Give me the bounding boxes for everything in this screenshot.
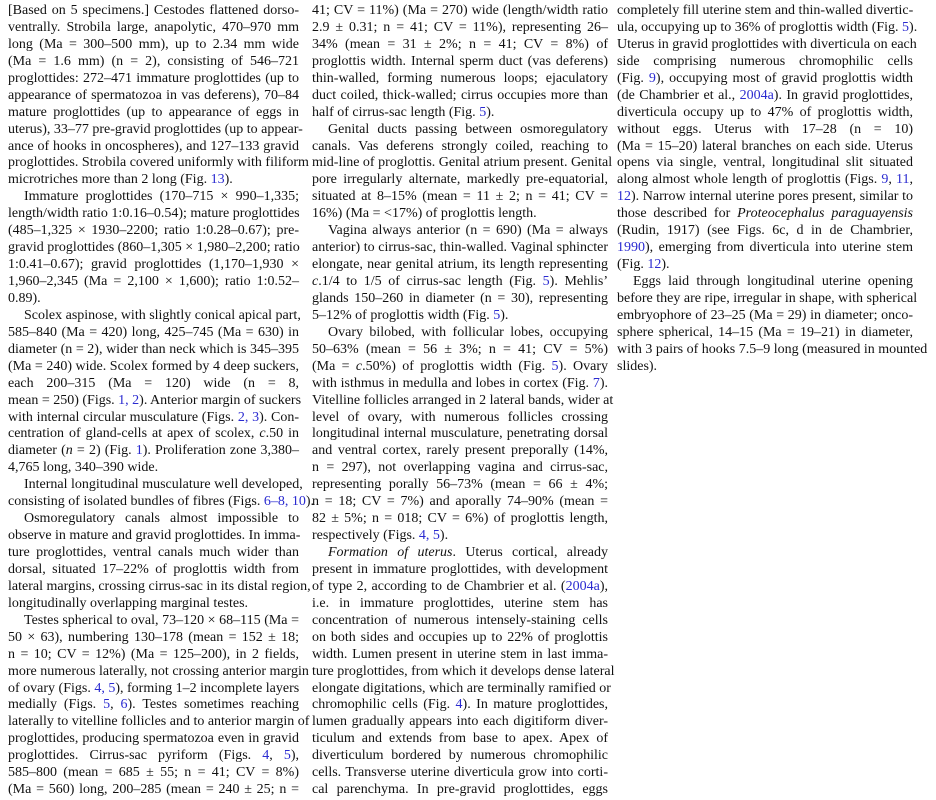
text-line [617, 71, 913, 88]
paragraph [8, 307, 302, 477]
text-line [617, 240, 913, 257]
text-line [312, 376, 608, 393]
figure-reference-link[interactable]: 1, 2 [118, 392, 140, 408]
text-line: ture proglottides, ventral canals much wider than [8, 545, 299, 560]
text-line: proglottis width. Internal sperm duct (vas deferens) [312, 53, 608, 69]
text-line: Internal longitudinal musculature well developed, [24, 477, 303, 493]
text-line: Genital ducts passing between osmoregulatory [328, 121, 608, 137]
text-line: before they are ripe, irregular in shape, with spherical [617, 290, 918, 306]
text-segment: centration of gland-cells at apex of scolex, [8, 426, 260, 442]
text-line: thin-walled, forming numerous loops; ejaculatory [312, 70, 608, 86]
text-line [617, 88, 913, 105]
text-line [312, 545, 608, 562]
text-line: (Ma = 1.6 mm) (n = 2), consisting of 546–721 [8, 53, 299, 69]
text-line: mature proglottides (up to appearance of eggs in [8, 104, 299, 120]
text-line [617, 257, 913, 274]
paragraph [8, 612, 310, 799]
text-segment: proglottides. Cirrus-sac pyriform (Figs. [8, 748, 263, 764]
text-line: longitudinally overlapping marginal testes. [8, 595, 249, 611]
figure-reference-link[interactable]: 5 [479, 104, 487, 120]
text-line [8, 410, 299, 427]
figure-reference-link[interactable]: 6–8, 10 [263, 494, 306, 510]
text-line: elongate digitations, which are terminally ramified or [312, 680, 611, 696]
text-segment: ). [486, 104, 495, 120]
figure-reference-link[interactable]: 1990 [617, 240, 645, 256]
text-line: long (Ma = 300–500 mm), up to 2.34 mm wide [8, 36, 299, 52]
text-segment: ), occupying most of gravid proglottis width [655, 70, 913, 86]
text-segment: , [269, 748, 284, 764]
text-line: proglottides. Strobila covered uniformly with filiform [8, 155, 309, 171]
text-line: canals. Vas deferens strongly coiled, reaching to [312, 138, 608, 154]
text-segment: mean = 250) (Figs. [8, 392, 119, 408]
text-segment: respectively (Figs. [312, 528, 419, 544]
text-line: (Ma = 560) long, 200–285 (mean = 240 ± 25; n = [8, 782, 299, 798]
text-line: ance of hooks in oncospheres), and 127–133 gravid [8, 138, 299, 154]
text-line: Scolex aspinose, with slightly conical apical part, [24, 307, 301, 323]
text-segment: .50 in [265, 426, 299, 442]
figure-reference-link[interactable]: 12 [647, 257, 662, 273]
text-segment: (de Chambrier et al., [617, 87, 740, 103]
paragraph [8, 511, 311, 613]
text-line: concentration of numerous intensely-staining cells [312, 612, 608, 628]
text-line: dorsal, situated 17–22% of proglottis width from [8, 561, 299, 577]
text-line: gravid proglottides (860–1,305 × 1,980–2,200; ratio [8, 240, 300, 256]
text-segment: of ovary (Figs. [8, 680, 95, 696]
italic-text: Proteocephalus paraguayensis [737, 206, 913, 222]
text-line: with 3 pairs of hooks 7.5–9 long (measured in mounted [617, 341, 928, 357]
text-line: more numerous laterally, not crossing anterior margin [8, 663, 309, 679]
text-line [312, 274, 608, 291]
text-line: Vagina always anterior (n = 690) (Ma = always [328, 223, 608, 239]
text-line: 1,960–2,345 (Ma = 2,100 × 1,600); ratio 1:0.52– [8, 274, 299, 289]
text-line: 4,765 long, 340–390 wide. [8, 460, 159, 476]
text-line: Uterus in gravid proglottides with diverticula on each [617, 36, 917, 52]
text-line: on both sides and occupies up to 22% of proglottis [312, 629, 608, 645]
text-segment: ), [290, 748, 299, 764]
text-line: 585–840 (Ma = 420) long, 425–745 (Ma = 630) in [8, 324, 299, 340]
text-line: Osmoregulatory canals almost impossible to [24, 511, 299, 527]
text-line: longitudinal internal musculature, penetrating dorsal [312, 426, 608, 442]
text-line: 1:0.41–0.67); gravid proglottides (1,170–1,930 × [8, 257, 299, 273]
text-line: [Based on 5 specimens.] Cestodes flattened dorso- [8, 3, 299, 18]
text-line [312, 697, 608, 714]
text-line: width. Lumen present in uterine stem in last imma- [312, 646, 608, 662]
text-segment: (Fig. [617, 70, 649, 86]
figure-reference-link[interactable]: 5 [283, 748, 291, 764]
text-line: Ovary bilobed, with follicular lobes, occupying [328, 324, 608, 340]
text-segment: ). [500, 307, 509, 323]
text-line: completely fill uterine stem and thin-walled divertic- [617, 3, 914, 18]
text-line: 0.89). [8, 290, 41, 306]
text-line: present in immature proglottides, with development [312, 561, 608, 577]
figure-reference-link[interactable]: 2004a [739, 87, 774, 103]
text-line: representing porally 56–73% (mean = 66 ± 4%; [312, 477, 608, 493]
italic-text: c [259, 426, 266, 442]
text-segment: ). [909, 19, 918, 35]
text-segment: ). [305, 494, 315, 510]
text-line [8, 172, 299, 189]
text-segment: .1/4 to 1/5 of cirrus-sac length (Fig. [318, 274, 543, 289]
text-segment: ). Mehlis’ [549, 274, 608, 289]
text-segment: ). [439, 528, 449, 544]
text-segment: those described for [617, 206, 738, 222]
text-segment: medially (Figs. [8, 697, 104, 713]
text-line [8, 681, 299, 698]
text-segment: ). In mature proglottides, [462, 697, 608, 713]
text-segment: ). Anterior margin of suckers [139, 392, 302, 408]
figure-reference-link[interactable]: 6 [120, 697, 128, 713]
text-segment: ). Narrow internal uterine pores present, similar to [631, 189, 913, 205]
text-line: Testes spherical to oval, 73–120 × 68–115 (Ma = [24, 612, 299, 628]
text-line: n = 10; CV = 12%) (Ma = 125–200), in 2 fields, [8, 646, 299, 662]
figure-reference-link[interactable]: 5 [103, 697, 111, 713]
figure-reference-link[interactable]: 5 [902, 19, 910, 35]
text-line: laterally to vitelline follicles and to anterior margin of [8, 714, 310, 730]
figure-reference-link[interactable]: 9 [648, 70, 656, 86]
text-line: Eggs laid through longitudinal uterine opening [633, 274, 913, 289]
text-line: glands 150–260 in diameter (n = 30), representing [312, 290, 608, 306]
text-segment: ula, occupying up to 36% of proglottis width (Fig. [617, 19, 903, 35]
text-line [8, 392, 302, 410]
figure-reference-link[interactable]: 5 [551, 358, 559, 374]
text-line: lumen gradually appears into each digitiform diver- [312, 714, 608, 730]
text-line: observe in mature and gravid proglottides. In imma- [8, 528, 301, 544]
figure-reference-link[interactable]: 4, 5 [418, 528, 440, 544]
text-line: ture proglottides, from which it develops dense lateral [312, 663, 615, 679]
text-line: Immature proglottides (170–715 × 990–1,335; [24, 189, 299, 205]
text-segment: , [110, 697, 121, 713]
text-line: n = 297), not overlapping vagina and cirrus-sac, [312, 460, 608, 476]
text-column-left [8, 3, 315, 799]
text-segment: ). [599, 375, 608, 391]
text-segment: microtriches more than 2 long (Fig. [8, 172, 211, 188]
text-segment: ), [599, 578, 608, 594]
figure-reference-link[interactable]: 9 [881, 172, 889, 188]
text-line: situated at 8–15% (mean = 11 ± 2; n = 41; CV = [312, 189, 608, 205]
text-line [617, 19, 918, 37]
text-line: pore irregularly alternate, markedly pre-equatorial, [312, 172, 608, 188]
paragraph [8, 3, 309, 189]
text-line [617, 172, 913, 189]
text-column-right [617, 3, 928, 376]
text-line [617, 206, 913, 223]
text-line: 82 ± 5%; n = 018; CV = 6%) of proglottis length, [312, 511, 608, 527]
text-line: elongate, near genital atrium, its length representing [312, 257, 608, 273]
text-line: 585–800 (mean = 685 ± 55; n = 41; CV = 8%) [8, 765, 299, 781]
text-line: diverticula occupy up to 47% of proglottis width, [617, 104, 913, 120]
text-segment: (Ma = [312, 358, 356, 374]
text-line: diameter (n = 2), wider than neck which is 345–395 [8, 341, 299, 357]
italic-text: c [312, 274, 319, 289]
figure-reference-link[interactable]: 4 [455, 697, 463, 713]
text-line: mid-line of proglottis. Genital atrium present. Genital [312, 155, 613, 171]
text-segment: along almost whole length of proglottis (Figs. [617, 172, 882, 188]
text-segment: 5–12% of proglottis width (Fig. [312, 307, 494, 323]
figure-reference-link[interactable]: 4, 5 [94, 680, 116, 696]
figure-reference-link[interactable]: 13 [210, 172, 225, 188]
text-line [312, 359, 608, 376]
paragraph [617, 3, 918, 274]
text-line: i.e. in immature proglottides, uterine stem has [312, 595, 608, 611]
figure-reference-link[interactable]: 7 [592, 375, 600, 391]
text-segment: ). Proliferation zone 3,380– [142, 443, 299, 459]
text-line [8, 697, 299, 714]
text-line: lateral margins, crossing cirrus-sac in its distal region, [8, 578, 311, 594]
text-line: each 200–315 (Ma = 120) wide (n = 8, [8, 375, 299, 391]
text-segment: ). [661, 257, 670, 273]
text-segment: with isthmus in medulla and lobes in cortex (Fig. [312, 375, 593, 391]
text-line: (485–1,325 × 1930–2200; ratio 1:0.28–0.67); pre- [8, 223, 299, 239]
text-segment: half of cirrus-sac length (Fig. [312, 104, 480, 120]
text-line: uterus), 33–77 pre-gravid proglottides (up to appear- [8, 121, 303, 137]
text-segment: , [888, 172, 897, 188]
text-line [312, 105, 608, 122]
paragraph [8, 189, 299, 308]
text-line: sphere spherical, 14–15 (Ma = 19–21) in diameter, [617, 324, 913, 340]
text-line: proglottides, producing spermatozoa even in gravid [8, 731, 299, 747]
paragraph [312, 223, 608, 325]
italic-text: c [355, 358, 363, 374]
figure-reference-link[interactable]: 12 [617, 189, 631, 205]
text-line: 2.9 ± 0.31; n = 41; CV = 11%), representing 26– [312, 19, 608, 35]
paragraph [8, 477, 315, 511]
text-line: and ventral cortex, rarely present preporally (14%, [312, 443, 608, 459]
text-segment: ), emerging from diverticula into uterine stem [645, 240, 913, 256]
text-line [8, 748, 299, 765]
text-segment: consisting of isolated bundles of fibres (Figs. [8, 494, 264, 510]
text-line: without eggs. Uterus with 17–28 (n = 10) [617, 121, 913, 137]
paragraph [312, 3, 608, 122]
text-line: slides). [617, 358, 658, 374]
text-segment: of type 2, according to de Chambrier et al. ( [312, 578, 566, 594]
text-line: 16%) (Ma = <17%) of proglottis length. [312, 206, 537, 222]
text-line: 41; CV = 11%) (Ma = 270) wide (length/width ratio [312, 3, 608, 18]
figure-reference-link[interactable]: 11 [896, 172, 910, 188]
text-line: (Ma = 15–20) lateral branches on each side. Uterus [617, 138, 913, 154]
text-line [312, 579, 608, 596]
text-line: appearance of spermatozoa in vas deferens), 70–84 [8, 87, 299, 103]
text-segment: ). Con- [259, 409, 300, 425]
italic-text: Formation of uterus [328, 545, 453, 560]
text-line: proglottides: 272–471 immature proglottides (up to [8, 70, 299, 86]
text-line [8, 426, 299, 443]
text-segment: , [909, 172, 913, 188]
paragraph [312, 324, 614, 545]
paragraph [312, 121, 613, 224]
text-segment: . Uterus cortical, already [452, 545, 608, 560]
paragraph [617, 274, 928, 376]
text-segment: diameter ( [8, 443, 66, 459]
text-line [312, 528, 608, 545]
text-line: anterior) to cirrus-sac, thin-walled. Vaginal sphincter [312, 240, 608, 256]
figure-reference-link[interactable]: 5 [542, 274, 550, 289]
text-line [312, 308, 608, 325]
figure-reference-link[interactable]: 2, 3 [237, 409, 260, 425]
text-line: (Rudin, 1917) (see Figs. 6c, d in de Chambrier, [617, 223, 913, 239]
figure-reference-link[interactable]: 2004a [565, 578, 600, 594]
text-segment: ). Testes sometimes reaching [127, 697, 299, 713]
text-segment: with internal circular musculature (Figs. [8, 409, 238, 425]
text-line: 50 × 63), numbering 130–178 (mean = 152 ± 18; [8, 629, 299, 645]
text-segment: ). Ovary [558, 358, 608, 374]
text-line [8, 494, 315, 511]
text-segment: = 2) (Fig. [72, 443, 136, 459]
paragraph [312, 545, 615, 799]
text-segment: ). [224, 172, 233, 188]
text-column-middle [312, 3, 615, 799]
text-segment: ). In gravid proglottides, [773, 87, 913, 103]
text-line [617, 189, 913, 206]
figure-reference-link[interactable]: 5 [493, 307, 501, 323]
text-line: Vitelline follicles arranged in 2 lateral bands, wider at [312, 392, 614, 408]
text-line: length/width ratio 1:0.16–0.54); mature proglottides [8, 206, 300, 222]
text-line: ticulum and extends from base to apex. Apex of [312, 731, 608, 747]
text-line: side comprising numerous chromophilic cells [617, 53, 913, 69]
italic-text: n [65, 443, 73, 459]
text-line: level of ovary, with numerous follicles crossing [312, 409, 608, 425]
figure-reference-link[interactable]: 1 [135, 443, 143, 459]
text-line: 50–63% (mean = 56 ± 3%; n = 41; CV = 5%) [312, 341, 608, 357]
text-line: cal parenchyma. In pre-gravid proglottides, eggs [312, 782, 608, 798]
text-segment: ), forming 1–2 incomplete layers [115, 680, 300, 696]
text-segment: .50%) of proglottis width (Fig. [362, 358, 552, 374]
text-line: opens via single, ventral, longitudinal slit situated [617, 155, 913, 171]
text-segment: (Fig. [617, 257, 648, 273]
text-line: ventrally. Strobila large, anapolytic, 470–970 mm [8, 19, 299, 35]
text-line: diverticulum bordered by numerous chromophilic [312, 748, 608, 764]
text-line: n = 18; CV = 7%) and aporally 74–90% (mean = [312, 494, 608, 510]
text-segment: chromophilic cells (Fig. [312, 697, 456, 713]
text-line: cells. Transverse uterine diverticula grow into corti- [312, 765, 608, 781]
text-line: (Ma = 240) wide. Scolex formed by 4 deep suckers, [8, 358, 299, 374]
text-line: 34% (mean = 31 ± 2%; n = 41; CV = 8%) of [312, 36, 608, 52]
figure-reference-link[interactable]: 4 [262, 748, 270, 764]
text-line [8, 443, 299, 460]
text-line: embryophore of 23–25 (Ma = 29) in diameter; onco- [617, 307, 913, 323]
text-line: duct coiled, thick-walled; cirrus occupies more than [312, 87, 608, 103]
